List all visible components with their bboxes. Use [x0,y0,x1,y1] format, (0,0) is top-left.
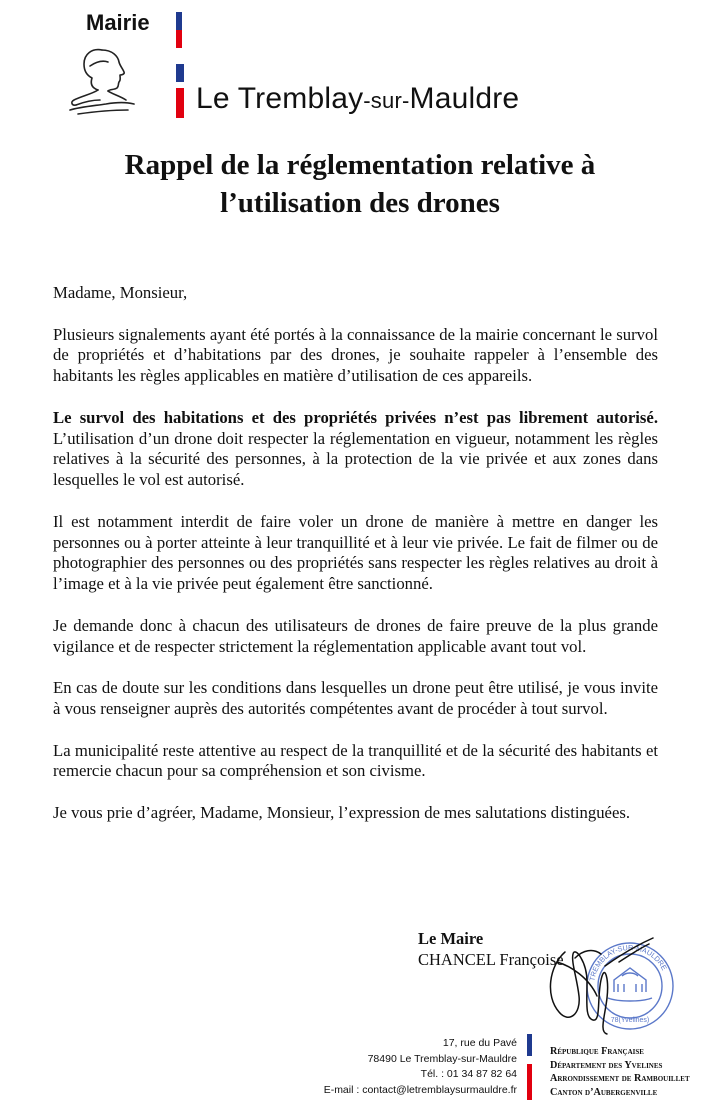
paragraph-2 [53,408,658,491]
letter-body [53,283,658,824]
email-address: E-mail : contact@letremblaysurmauldre.fr [323,1083,517,1096]
stamp-text-bottom: 78(Yvelines) [610,1017,650,1024]
title-line-2: l’utilisation des drones [220,187,500,219]
marianne-logo [62,44,154,120]
republic-info [550,1045,690,1099]
address-line-1: 17, rue du Pavé [442,1037,517,1049]
republic-line-3: Arrondissement de Rambouillet [550,1073,690,1084]
paragraph-2-text: L’utilisation d’un drone doit respecter la réglementation en vigueur, notamment les règles relatives à la sécurité des personnes, à la protection de la vie privée et aux zones dans lesquelles le vol est autorisé. [53,428,658,490]
footer-address [324,1036,517,1098]
title-line-1: Rappel de la réglementation relative à [124,149,596,181]
signatory-title: Le Maire [418,929,484,948]
republic-line-2: Département des Yvelines [550,1059,663,1071]
phone-number: Tél. : 01 34 87 82 64 [420,1068,517,1080]
paragraph-1: Plusieurs signalements ayant été portés à la connaissance de la mairie concernant le survol de propriétés et d’habitations par des drones, je souhaite rappeler à l’ensemble des habitants les règles applicables en matière d’utilisation de ces appareils. [53,324,658,386]
handwritten-signature [535,932,665,1040]
tricolor-flag-small [176,12,182,48]
paragraph-3: Il est notamment interdit de faire voler un drone de manière à mettre en danger les personnes ou à porter atteinte à leur tranquillité et à leur vie privée. Le fait de filmer ou de photographier des personnes ou des propriétés sans respecter les règles relatives au droit à l’image et à la vie privée peut également être sanctionné. [53,511,658,594]
mairie-label: Mairie [86,10,150,35]
address-line-2: 78490 Le Tremblay-sur-Mauldre [367,1052,517,1065]
paragraph-2-bold: Le survol des habitations et des propriétés privées n’est pas librement autorisé. [53,407,658,427]
republic-line-4: Canton d’Aubergenville [550,1086,658,1098]
tricolor-flag-footer [527,1034,532,1100]
stamp-text-top: TREMBLAY-SUR-MAULDRE [587,942,669,982]
signatory-name: CHANCEL Françoise [418,950,564,969]
commune-name: Le Tremblay-sur-Mauldre [196,82,520,115]
closing-formula: Je vous prie d’agréer, Madame, Monsieur, l’expression de mes salutations distinguées. [53,802,631,822]
letter-title [40,146,680,222]
paragraph-6: La municipalité reste attentive au respect de la tranquillité et de la sécurité des habitants et remercie chacun pour sa compréhension et son civisme. [53,740,658,781]
salutation: Madame, Monsieur, [53,283,188,302]
tricolor-flag [176,64,184,118]
paragraph-5: En cas de doute sur les conditions dans lesquelles un drone peut être utilisé, je vous invite à vous renseigner auprès des autorités compétentes avant de procéder à tout survol. [53,678,658,718]
republic-line-1: République Française [550,1046,644,1057]
paragraph-4: Je demande donc à chacun des utilisateurs de drones de faire preuve de la plus grande vigilance et de respecter strictement la réglementation applicable avant tout vol. [53,615,658,656]
